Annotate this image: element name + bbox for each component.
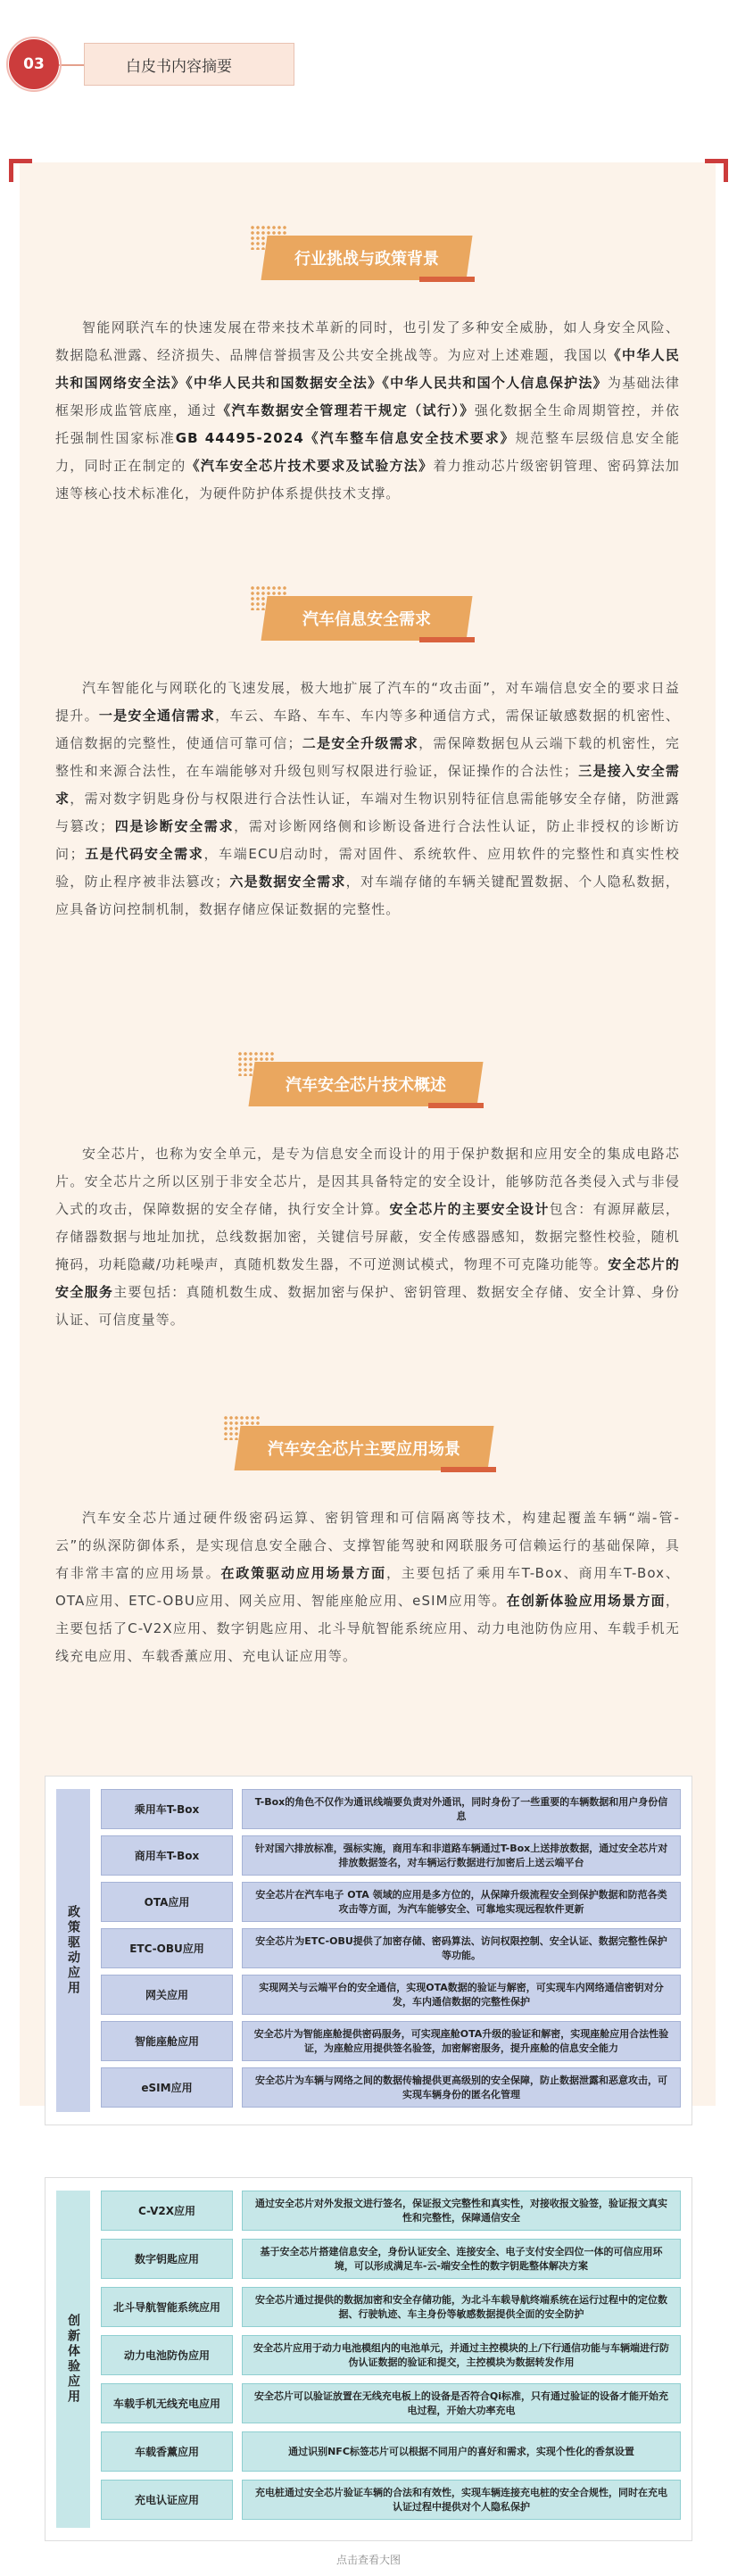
table-row (101, 1835, 681, 1876)
subsection-title: 汽车安全芯片技术概述 (248, 1062, 483, 1106)
table-row (101, 2191, 681, 2231)
subsection-title-block (0, 1415, 737, 1469)
row-label: 商用车T-Box (101, 1835, 233, 1876)
title-underline (441, 1467, 496, 1472)
row-description: 安全芯片为车辆与网络之间的数据传输提供更高级别的安全保障，防止数据泄露和恶意攻击，可实现车辆身份的匿名化管理 (242, 2067, 681, 2108)
innovation-application-table (45, 2177, 692, 2541)
row-label: C-V2X应用 (101, 2191, 233, 2231)
section-number: 03 (9, 39, 59, 89)
row-description: 针对国六排放标准，强标实施，商用车和非道路车辆通过T-Box上送排放数据，通过安全芯片对排放数据签名，对车辆运行数据进行加密后上送云端平台 (242, 1835, 681, 1876)
row-label: 数字钥匙应用 (101, 2239, 233, 2279)
table-row (101, 1882, 681, 1922)
paragraph: 汽车智能化与网联化的飞速发展，极大地扩展了汽车的“攻击面”，对车端信息安全的要求日益提升。一是安全通信需求，车云、车路、车车、车内等多种通信方式，需保证敏感数据的机密性、通信数据的完整性，使通信可靠可信；二是安全升级需求，需保障数据包从云端下载的机密性，完整性和来源合法性，在车端能够对升级包则写权限进行验证，保证操作的合法性；三是接入安全需求，需对数字钥匙身份与权限进行合法性认证，车端对生物识别特征信息需能够安全存储，防泄露与篡改；四是诊断安全需求，需对诊断网络侧和诊断设备进行合法性认证，防止非授权的诊断访问；五是代码安全需求，车端ECU启动时，需对固件、系统软件、应用软件的完整性和真实性校验，防止程序被非法篡改；六是数据安全需求，对车端存储的车辆关键配置数据、个人隐私数据，应具备访问控制机制，数据存储应保证数据的完整性。 (55, 680, 680, 917)
row-label: OTA应用 (101, 1882, 233, 1922)
row-label: 乘用车T-Box (101, 1789, 233, 1829)
corner-decoration-left (9, 159, 32, 182)
title-underline (419, 637, 475, 642)
row-description: 安全芯片为智能座舱提供密码服务，可实现座舱OTA升级的验证和解密，实现座舱应用合法性验证，为座舱应用提供签名验签，加密解密服务，提升座舱的信息安全能力 (242, 2021, 681, 2061)
table-side-label: 创新体验应用 (56, 2191, 90, 2528)
paragraph: 安全芯片，也称为安全单元，是专为信息安全而设计的用于保护数据和应用安全的集成电路芯片。安全芯片之所以区别于非安全芯片，是因其具备特定的安全设计，能够防范各类侵入式与非侵入式的攻击，保障数据的安全存储，执行安全计算。安全芯片的主要安全设计包含：有源屏蔽层，存储器数据与地址加扰，总线数据加密，关键信号屏蔽，安全传感器感知，数据完整性校验，随机掩码，功耗隐藏/功耗噪声，真随机数发生器，不可逆测试模式，物理不可克隆功能等。安全芯片的安全服务主要包括：真随机数生成、数据加密与保护、密钥管理、数据安全存储、安全计算、身份认证、可信度量等。 (55, 1146, 681, 1328)
table-row (101, 2067, 681, 2108)
row-label: 北斗导航智能系统应用 (101, 2287, 233, 2327)
row-label: 充电认证应用 (101, 2480, 233, 2520)
subsection-title: 行业挑战与政策背景 (261, 236, 472, 280)
row-description: 安全芯片在汽车电子 OTA 领域的应用是多方位的，从保障升级流程安全到保护数据和防范各类攻击等方面，为汽车能够安全、可靠地实现远程软件更新 (242, 1882, 681, 1922)
policy-application-table (45, 1776, 692, 2125)
table-row (101, 1928, 681, 1968)
subsection-title-block (0, 1051, 737, 1105)
section-header (9, 39, 303, 89)
table-row (101, 2383, 681, 2423)
table-row (101, 2239, 681, 2279)
row-label: 网关应用 (101, 1975, 233, 2015)
paragraph: 汽车安全芯片通过硬件级密码运算、密钥管理和可信隔离等技术，构建起覆盖车辆“端-管-云”的纵深防御体系，是实现信息安全融合、支撑智能驾驶和网联服务可信赖运行的基础保障，具有非常丰富的应用场景。在政策驱动应用场景方面，主要包括了乘用车T-Box、商用车T-Box、OTA应用、ETC-OBU应用、网关应用、智能座舱应用、eSIM应用等。在创新体验应用场景方面，主要包括了C-V2X应用、数字钥匙应用、北斗导航智能系统应用、动力电池防伪应用、车载手机无线充电应用、车载香薰应用、充电认证应用等。 (55, 1510, 680, 1664)
row-label: 车载香薰应用 (101, 2431, 233, 2472)
row-description: 通过识别NFC标签芯片可以根据不同用户的喜好和需求，实现个性化的香氛设置 (242, 2431, 681, 2472)
table-row (101, 1789, 681, 1829)
row-description: 安全芯片通过提供的数据加密和安全存储功能，为北斗车载导航终端系统在运行过程中的定位数据、行驶轨迹、车主身份等敏感数据提供全面的安全防护 (242, 2287, 681, 2327)
row-description: 充电桩通过安全芯片验证车辆的合法和有效性，实现车辆连接充电桩的安全合规性，同时在充电认证过程中提供对个人隐私保护 (242, 2480, 681, 2520)
subsection-title-block (0, 225, 737, 278)
title-underline (428, 1103, 484, 1108)
row-description: 安全芯片为ETC-OBU提供了加密存储、密码算法、访问权限控制、安全认证、数据完整性保护等功能。 (242, 1928, 681, 1968)
row-label: eSIM应用 (101, 2067, 233, 2108)
title-underline (419, 277, 475, 282)
row-description: 实现网关与云端平台的安全通信，实现OTA数据的验证与解密，可实现车内网络通信密钥对分发，车内通信数据的完整性保护 (242, 1975, 681, 2015)
table-row (101, 2480, 681, 2520)
corner-decoration-right (705, 159, 728, 182)
table-row (101, 2021, 681, 2061)
row-label: 智能座舱应用 (101, 2021, 233, 2061)
row-description: 安全芯片应用于动力电池模组内的电池单元，并通过主控模块的上/下行通信功能与车辆端进行防伪认证数据的验证和提交，主控模块为数据转发作用 (242, 2335, 681, 2375)
subsection-title: 汽车信息安全需求 (261, 596, 472, 641)
row-label: 动力电池防伪应用 (101, 2335, 233, 2375)
subsection-title-block (0, 585, 737, 639)
row-description: 安全芯片可以验证放置在无线充电板上的设备是否符合Qi标准，只有通过验证的设备才能开始充电过程，开始大功率充电 (242, 2383, 681, 2423)
row-label: ETC-OBU应用 (101, 1928, 233, 1968)
table-row (101, 1975, 681, 2015)
subsection-title: 汽车安全芯片主要应用场景 (234, 1426, 493, 1470)
row-description: 基于安全芯片搭建信息安全，身份认证安全、连接安全、电子支付安全四位一体的可信应用环境，可以形成满足车-云-端安全性的数字钥匙整体解决方案 (242, 2239, 681, 2279)
row-description: 通过安全芯片对外发报文进行签名，保证报文完整性和真实性，对接收报文验签，验证报文真实性和完整性，保障通信安全 (242, 2191, 681, 2231)
header-connector (59, 64, 84, 66)
table-row (101, 2335, 681, 2375)
row-label: 车载手机无线充电应用 (101, 2383, 233, 2423)
view-larger-link[interactable]: 点击查看大图 (335, 2554, 401, 2566)
table-row (101, 2287, 681, 2327)
table-side-label: 政策驱动应用 (56, 1789, 90, 2112)
row-description: T-Box的角色不仅作为通讯线端要负责对外通讯，同时身份了一些重要的车辆数据和用户身份信息 (242, 1789, 681, 1829)
section-title: 白皮书内容摘要 (84, 43, 294, 86)
table-row (101, 2431, 681, 2472)
paragraph: 智能网联汽车的快速发展在带来技术革新的同时，也引发了多种安全威胁，如人身安全风险、数据隐私泄露、经济损失、品牌信誉损害及公共安全挑战等。为应对上述难题，我国以《中华人民共和国网络安全法》《中华人民共和国数据安全法》《中华人民共和国个人信息保护法》为基础法律框架形成监管底座，通过《汽车数据安全管理若干规定（试行）》强化数据全生命周期管控，并依托强制性国家标准GB 44495-2024《汽车整车信息安全技术要求》规范整车层级信息安全能力，同时正在制定的《汽车安全芯片技术要求及试验方法》着力推动芯片级密钥管理、密码算法加速等核心技术标准化，为硬件防护体系提供技术支撑。 (55, 319, 681, 501)
